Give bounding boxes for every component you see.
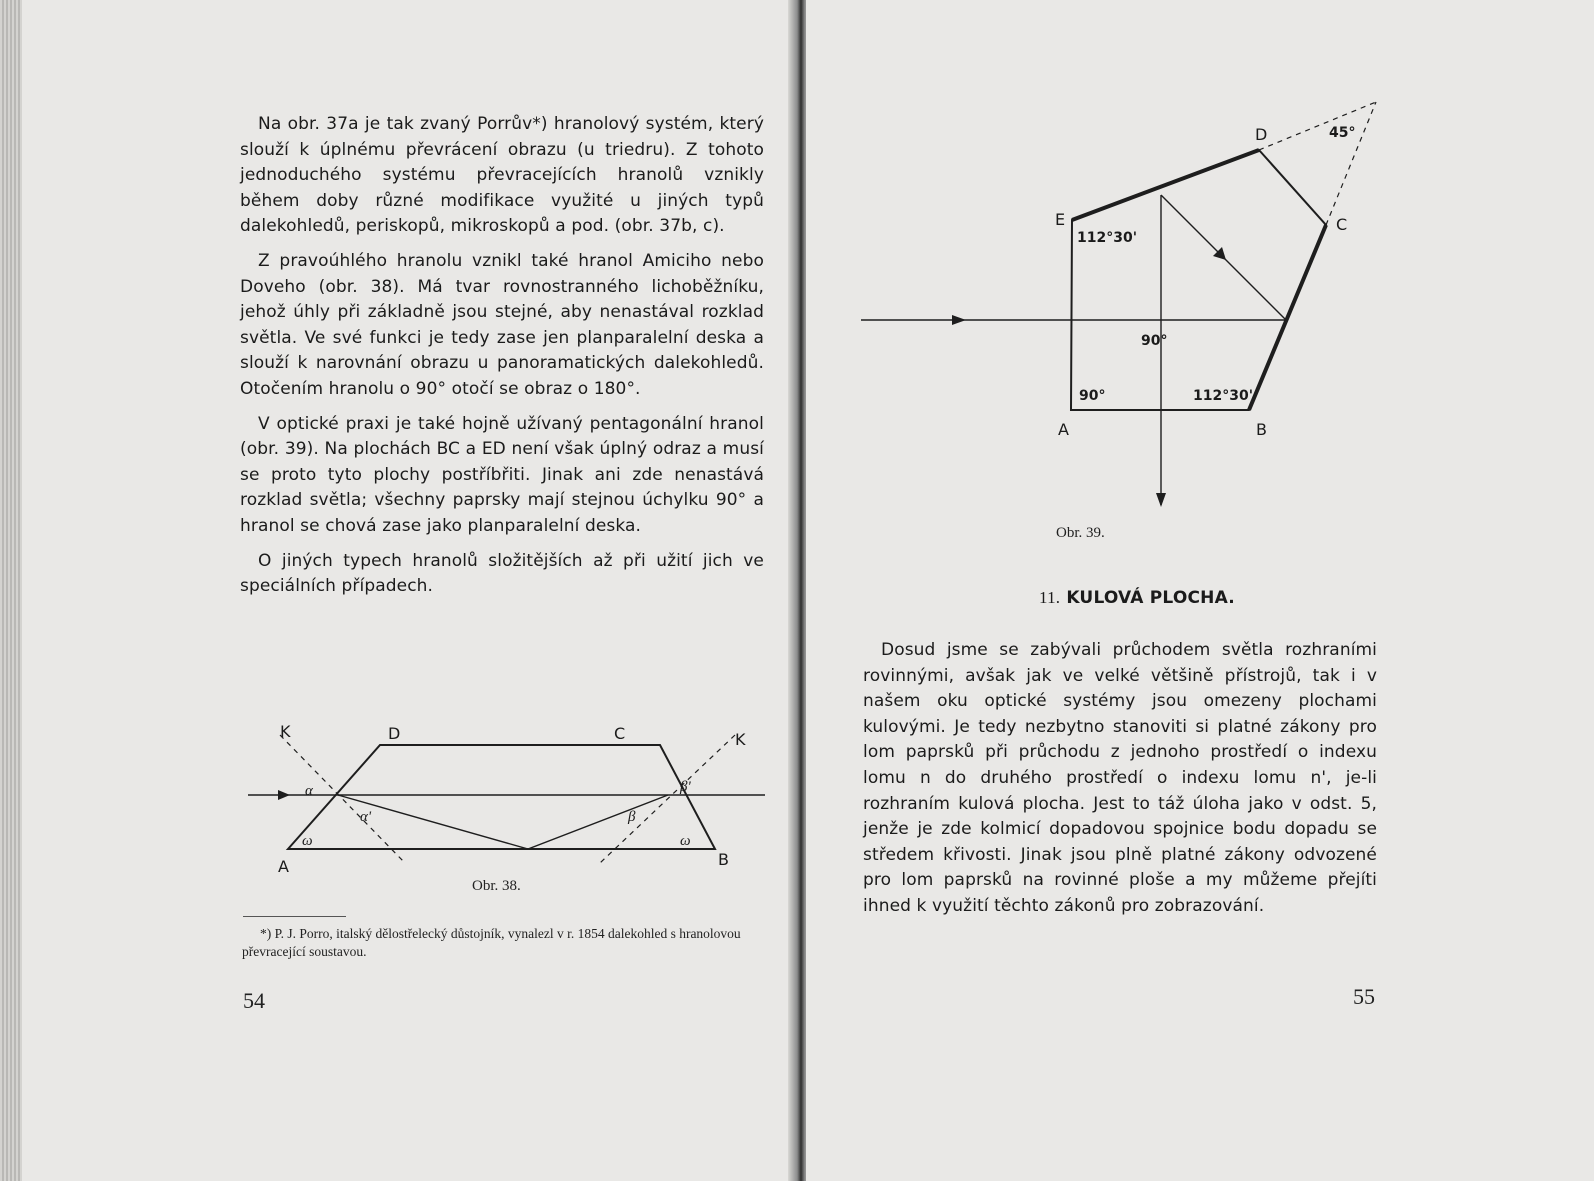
- label-B: B: [1256, 420, 1267, 439]
- right-body-text: [863, 638, 1377, 920]
- angle-B: 112°30': [1193, 388, 1253, 404]
- label-beta: β: [628, 809, 636, 825]
- page-number-right: 55: [1353, 984, 1375, 1009]
- label-D: D: [1255, 125, 1268, 144]
- page-number-left: 54: [243, 988, 265, 1013]
- prism-pentagon: [1071, 150, 1326, 410]
- outgoing-ray-arrow: [1156, 493, 1166, 507]
- label-beta-prime: β': [680, 779, 691, 795]
- paragraph-other-prisms: O jiných typech hranolů složitějších až při užití jich ve speciálních případech.: [240, 550, 764, 597]
- refracted-ray: [338, 795, 668, 849]
- section-title: KULOVÁ PLOCHA.: [1066, 588, 1235, 608]
- paragraph-pentagonal: V optické praxi je také hojně užívaný pentagonální hranol (obr. 39). Na plochách BC a ED není však úplný odraz a musí se proto tyto plochy postříbřiti. Jinak ani zde nenastává rozklad světla; všechny paprsky mají stejnou úchylku 90° a hranol se chová zase jako planparalelní deska.: [240, 413, 764, 536]
- footnote-porro: *) P. J. Porro, italský dělostřelecký důstojník, vynalezl v r. 1854 dalekohled s hranolovou převracející soustavou.: [242, 926, 741, 959]
- label-C: C: [614, 724, 626, 743]
- angle-top: 45°: [1329, 125, 1356, 141]
- figure-38-dove-prism: [230, 715, 775, 885]
- paragraph-porro: Na obr. 37a je tak zvaný Porrův*) hranolový systém, který slouží k úplnému převrácení obrazu (u triedru). Z tohoto jednoduchého systému převracejících hranolů vznikly během doby různé modifikace využité u jiných typů dalekohledů, periskopů, mikroskopů a pod. (obr. 37b, c).: [240, 114, 764, 237]
- construction-line-D: [1259, 102, 1376, 150]
- label-alpha-prime: α': [360, 809, 372, 825]
- angle-E: 112°30': [1077, 230, 1137, 246]
- figure-39-pentagonal-prism: [856, 95, 1396, 515]
- incoming-ray-arrow: [952, 315, 966, 325]
- paragraph-amici: Z pravoúhlého hranolu vznikl také hranol Amiciho nebo Doveho (obr. 38). Má tvar rovnostranného lichoběžníku, jehož úhly při základně jsou stejné, aby nenastával rozklad světla. Ve své funkci je tedy zase jen planparalelní deska a slouží k narovnání obrazu u panoramatických dalekohledů. Otočením hranolu o 90° otočí se obraz o 180°.: [240, 250, 764, 399]
- left-body-text: [240, 112, 764, 600]
- label-omega-right: ω: [680, 833, 691, 849]
- prism-trapezoid: [288, 745, 715, 849]
- label-A: A: [1058, 420, 1069, 439]
- normal-right: [600, 735, 735, 863]
- footnote-rule: [243, 916, 346, 917]
- right-page: [806, 0, 1594, 1181]
- normal-left: [280, 735, 405, 863]
- label-K-right: K: [735, 730, 746, 749]
- label-K-left: K: [280, 722, 291, 741]
- label-C: C: [1336, 215, 1348, 234]
- page-edges: [0, 0, 22, 1181]
- angle-inner: 90°: [1141, 333, 1168, 349]
- angle-A: 90°: [1079, 388, 1106, 404]
- label-E: E: [1055, 210, 1066, 229]
- construction-line-C: [1326, 102, 1376, 225]
- figure-39-caption: Obr. 39.: [1056, 525, 1105, 541]
- section-number: 11.: [1039, 588, 1061, 607]
- silvered-edge-BC: [1249, 225, 1326, 410]
- ray-arrow: [278, 790, 290, 800]
- figure-38-caption: Obr. 38.: [472, 878, 521, 894]
- silvered-edge-ED: [1072, 150, 1259, 220]
- label-B: B: [718, 850, 729, 869]
- label-A: A: [278, 857, 289, 876]
- section-heading: [1039, 588, 1235, 608]
- label-D: D: [388, 724, 401, 743]
- paragraph-spherical-surface: Dosud jsme se zabývali průchodem světla rozhraními rovinnými, avšak jak ve velké většině přístrojů, tak i v našem oku optické systémy jsou omezeny plochami kulovými. Je tedy nezbytno stanoviti si platné zákony pro lom paprsků při průchodu z jednoho prostředí o indexu lomu n do druhého prostředí o indexu lomu n', je-li rozhraním kulová plocha. Jest to táž úloha jako v odst. 5, jenže je zde kolmicí dopadovou spojnice bodu dopadu se středem křivosti. Jinak jsou plně platné zákony odvozené pro lom paprsků na rovinné ploše a my můžeme přejíti ihned k využití těchto zákonů pro zobrazování.: [863, 640, 1377, 916]
- label-alpha: α: [305, 783, 313, 799]
- label-omega-left: ω: [302, 833, 313, 849]
